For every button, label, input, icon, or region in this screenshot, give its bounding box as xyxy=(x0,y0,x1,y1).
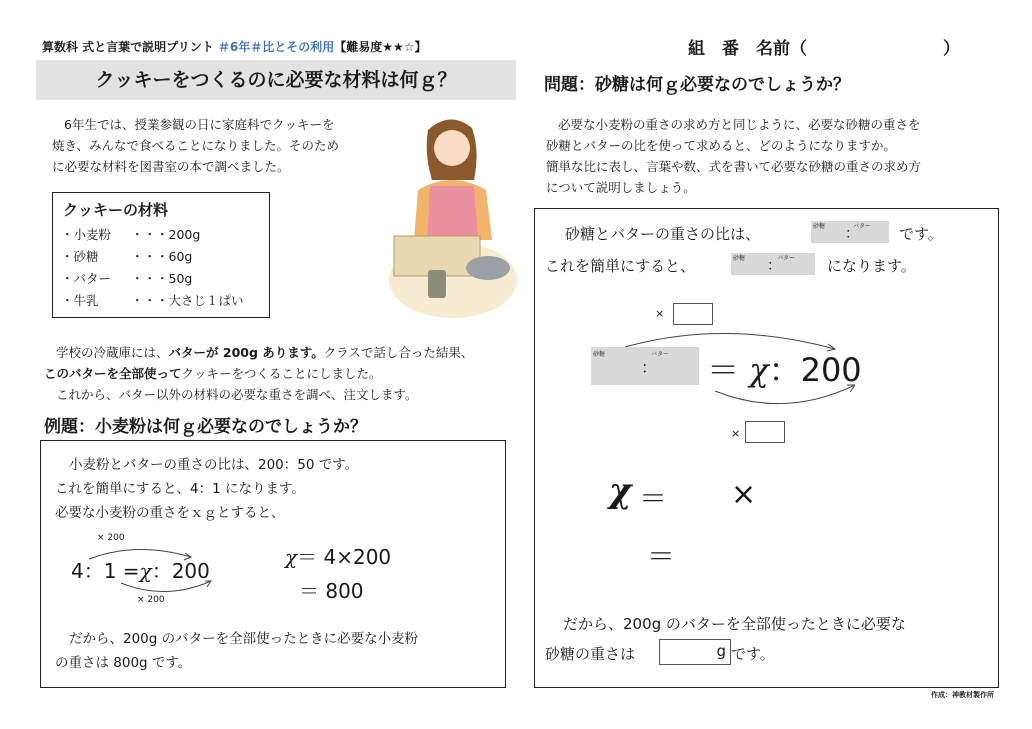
multiplier-bottom: × 200 xyxy=(137,595,165,605)
problem-conclusion-3: です。 xyxy=(731,645,775,663)
answer-box xyxy=(534,208,999,688)
calc-times: × xyxy=(731,477,757,512)
fridge-text xyxy=(44,342,514,405)
ingredient-row xyxy=(61,291,244,309)
butter-label: バター xyxy=(651,351,670,358)
ratio-input[interactable] xyxy=(811,221,889,243)
example-heading: 例題：小麦粉は何ｇ必要なのでしょうか？ xyxy=(44,417,367,437)
ingredient-name: ・牛乳 xyxy=(61,293,99,308)
answer-line-1: 砂糖とバターの重さの比は、 xyxy=(565,225,761,243)
ingredient-name: ・バター xyxy=(61,271,112,286)
ingredient-row xyxy=(61,269,192,287)
answer-line-2-end: になります。 xyxy=(827,257,916,275)
example-x: χ xyxy=(139,559,152,583)
problem-equation xyxy=(707,345,862,391)
unit-g: g xyxy=(716,642,726,660)
subject-label: 算数科 式と言葉で説明プリント xyxy=(42,40,214,54)
ingredient-amount: ・・・大さじ１ぱい xyxy=(131,293,244,308)
ingredient-name: ・砂糖 xyxy=(61,249,99,264)
calc-x: χ xyxy=(609,471,632,511)
ingredient-amount: ・・・200g xyxy=(131,227,201,242)
instruction-line: 砂糖とバターの比を使って求めると、どのようになりますか。 xyxy=(546,138,897,153)
problem-heading: 問題：砂糖は何ｇ必要なのでしょうか？ xyxy=(544,75,850,95)
calc-equals: ＝ xyxy=(639,482,668,515)
example-line: これを簡単にすると、4：1 になります。 xyxy=(55,481,305,497)
problem-ratio-right: ：200 xyxy=(768,351,862,389)
intro-line: 焼き、みんなで食べることになりました。そのため xyxy=(52,138,340,153)
example-line: 必要な小麦粉の重さをｘｇとすると、 xyxy=(55,505,285,521)
multiplier-bottom-sign: × xyxy=(731,427,741,440)
ingredients-box xyxy=(52,192,270,318)
example-equation xyxy=(71,555,210,584)
multiplier-bottom-input[interactable] xyxy=(745,421,785,443)
example-conclusion: の重さは 800g です。 xyxy=(55,655,192,671)
ingredient-row xyxy=(61,225,200,243)
girl-baking-illustration xyxy=(388,110,518,320)
intro-line: に必要な材料を図書室の本で調べました。 xyxy=(52,159,290,174)
ingredient-amount: ・・・50g xyxy=(131,271,193,286)
example-ratio-left: 4：1 = xyxy=(71,559,140,583)
example-line: 小麦粉とバターの重さの比は、200：50 です。 xyxy=(69,457,359,473)
fridge-line-part: 学校の冷蔵庫には、 xyxy=(56,345,169,360)
instruction-line: 簡単な比に表し、言葉や数、式を書いて必要な砂糖の重さの求め方 xyxy=(546,159,922,174)
colon: ： xyxy=(845,226,859,242)
equals: ＝ xyxy=(707,351,750,389)
ratio-equation-input[interactable] xyxy=(591,347,699,385)
calc-equals-2: ＝ xyxy=(647,540,676,573)
example-calc xyxy=(285,541,391,570)
example-x: χ xyxy=(285,545,298,569)
problem-instructions xyxy=(546,114,996,198)
sugar-weight-input[interactable] xyxy=(659,639,731,665)
multiplier-top: × 200 xyxy=(97,533,125,543)
colon: ： xyxy=(767,258,781,274)
instruction-line: 必要な小麦粉の重さの求め方と同じように、必要な砂糖の重さを xyxy=(558,117,921,132)
footer-credit: 作成：神教材製作所 xyxy=(931,691,994,699)
fridge-line: これから、バター以外の材料の必要な重さを調べ、注文します。 xyxy=(56,387,418,402)
butter-label: バター xyxy=(777,255,796,262)
multiplier-top-sign: × xyxy=(655,307,665,320)
fridge-line-part: クッキーをつくることにしました。 xyxy=(181,366,382,381)
butter-label: バター xyxy=(853,223,872,230)
intro-text xyxy=(52,114,382,177)
answer-line-2: これを簡単にすると、 xyxy=(545,257,696,275)
worksheet-header xyxy=(42,38,427,55)
example-conclusion: だから、200g のバターを全部使ったときに必要な小麦粉 xyxy=(69,631,419,647)
problem-conclusion-1: だから、200g のバターを全部使ったときに必要な xyxy=(563,615,906,633)
fridge-line-part: クラスで話し合った結果、 xyxy=(323,345,474,360)
problem-x: χ xyxy=(749,351,769,389)
example-ratio-right: ：200 xyxy=(151,559,210,583)
example-box xyxy=(40,440,506,688)
ingredient-amount: ・・・60g xyxy=(131,249,193,264)
sugar-label: 砂糖 xyxy=(593,351,606,358)
page-title: クッキーをつくるのに必要な材料は何ｇ？ xyxy=(36,60,516,100)
example-calc-1: ＝ 4×200 xyxy=(297,545,392,569)
difficulty-label: 【難易度★★☆】 xyxy=(334,40,427,54)
intro-line: 6年生では、授業参観の日に家庭科でクッキーを xyxy=(64,117,335,132)
fridge-emphasis: このバターを全部使って xyxy=(44,366,182,381)
name-line: 組 番 名前（ ） xyxy=(688,39,960,59)
example-calc-2: ＝ 800 xyxy=(299,579,364,603)
fridge-emphasis: バターが 200g あります。 xyxy=(168,345,324,360)
sugar-label: 砂糖 xyxy=(733,255,746,262)
colon: ： xyxy=(641,358,658,377)
answer-line-1-end: です。 xyxy=(899,225,943,243)
ingredient-name: ・小麦粉 xyxy=(61,227,112,242)
ingredients-title: クッキーの材料 xyxy=(63,201,169,219)
ingredient-row xyxy=(61,247,192,265)
instruction-line: について説明しましょう。 xyxy=(546,180,696,195)
problem-conclusion-2: 砂糖の重さは xyxy=(545,645,636,663)
grade-tag: ＃6年＃比とその利用 xyxy=(217,40,335,54)
simplified-ratio-input[interactable] xyxy=(731,253,815,275)
sugar-label: 砂糖 xyxy=(813,223,826,230)
